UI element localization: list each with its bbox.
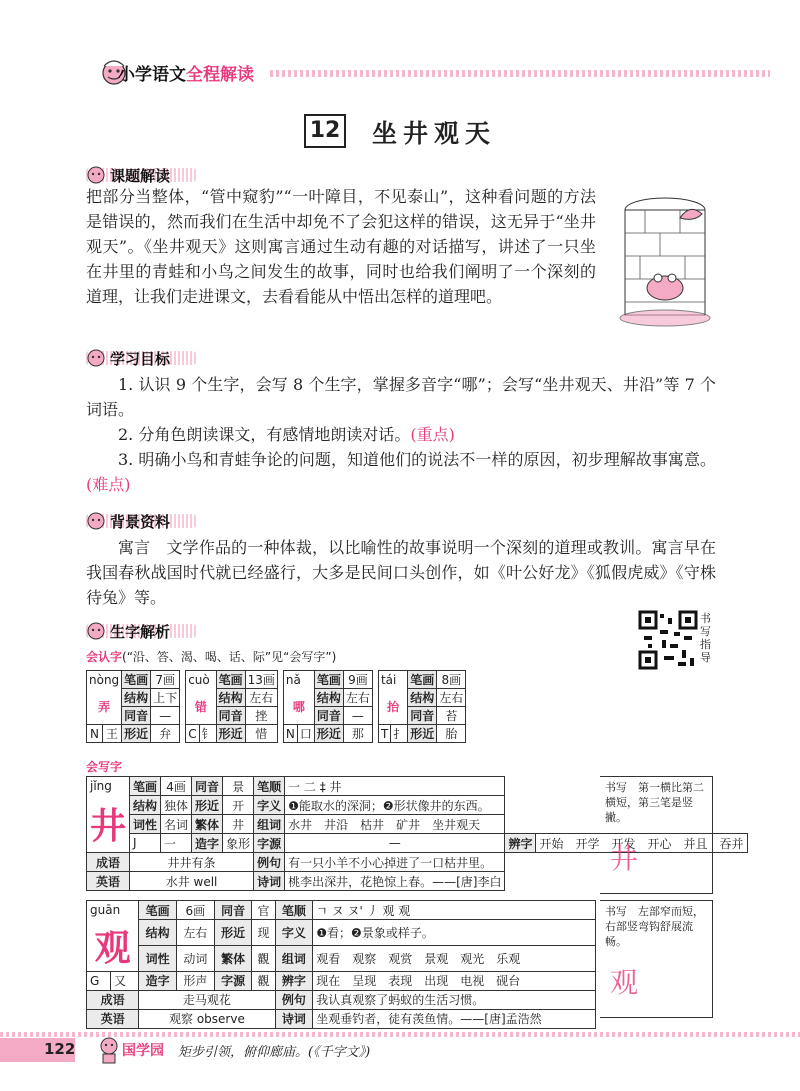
header-divider	[270, 70, 770, 77]
recognize-char-card: nǎ 笔画 9画 哪 结构 左右 同音 — N 口 形近 那	[283, 670, 373, 743]
writing-sample: 井	[610, 842, 639, 875]
section-characters-heading: 生字解析	[86, 620, 206, 642]
recognize-char-card: nòng 笔画 7画 弄 结构 上下 同音 — N 王 形近 弁	[86, 670, 180, 743]
goal-item-2: 2. 分角色朗读课文，有感情地朗读对话。(重点)	[118, 425, 455, 444]
recognize-char-card: tái 笔画 8画 抬 结构 左右 同音 苔 T 扌 形近 胎	[378, 670, 466, 743]
footer-quote: 矩步引领，俯仰廊庙。(《千字文》)	[178, 1045, 371, 1060]
section-goals-heading: 学习目标	[86, 347, 206, 369]
smiley-icon	[86, 347, 106, 367]
qr-code-icon[interactable]	[638, 610, 698, 670]
section-background-heading: 背景资料	[86, 510, 206, 532]
writing-tip-box	[600, 900, 713, 1018]
write-char-card-jing: jǐng 笔画 4画 同音 景 笔顺 一 二 ‡ 井 井 结构 独体 形近 开 字义 ❶能取水的深洞；❷形状像井的东西。 词性 名词 繁体 井 组词 水井 井沿 枯井 矿井 坐井观天 J 一 造字 象形 字源 — 辨字 开始 开学 开发 开心 并且 吞并 成语 井井有条 例句 有一只小羊不小心掉进了一口枯井里。 英语 水井 well 诗词 桃李出深井，花艳惊上春。——[唐]李白 书写 第一横比第二横短，第三笔是竖撇。 井	[86, 776, 748, 891]
writing-tip-box	[600, 776, 713, 894]
qr-label: 书写指导	[700, 612, 711, 664]
section-intro-heading: 课题解读	[86, 164, 206, 186]
background-text: 寓言 文学作品的一种体裁，以比喻性的故事说明一个深刻的道理或教训。寓言早在我国春秋战国时代就已经盛行，大多是民间口头创作，如《叶公好龙》《狐假虎威》《守株待兔》等。	[86, 538, 716, 607]
write-heading: 会写字	[86, 760, 123, 774]
goal-item-3: 3. 明确小鸟和青蛙争论的问题，知道他们的说法不一样的原因，初步理解故事寓意。(难点)	[86, 450, 716, 494]
lesson-title: 坐井观天	[372, 119, 497, 148]
write-char-card-guan: guān 笔画 6画 同音 官 笔顺 ㄱ ヌ ヌ' 丿 观 观 观 结构 左右 形近 现 字义 ❶看；❷景象或样子。 词性 动词 繁体 觀 组词 观看 观察 观赏 景观 观光 乐观 G 又 造字 形声 字源 觀 辨字 现在 呈现 表现 出现 电视 砚台 成语 走马观花 例句 我认真观察了蚂蚁的生活习惯。 英语 观察 observe 诗词 坐观垂钓者，徒有羡鱼情。——[唐]孟浩然 书写 左部窄而短，右部竖弯钩舒展流畅。 观	[86, 900, 596, 1029]
frog-in-well-illustration-icon	[610, 188, 720, 328]
smiley-icon	[86, 620, 106, 640]
series-title: 小学语文全程解读	[118, 65, 254, 85]
recognize-char-card: cuò 笔画 13画 错 结构 左右 同音 挫 C 钅 形近 惜	[185, 670, 278, 743]
writing-tip: 书写 左部窄而短，右部竖弯钩舒展流畅。	[605, 905, 704, 948]
intro-text: 把部分当整体，“管中窥豹”“一叶障目，不见泰山”，这种看问题的方法是错误的，然而我们在生活中却免不了会犯这样的错误，这无异于“坐井观天”。《坐井观天》这则寓言通过生动有趣的对话描写，讲述了一只坐在井里的青蛙和小鸟之间发生的故事，同时也给我们阐明了一个深刻的道理，让我们走进课文，去看看能从中悟出怎样的道理吧。	[86, 187, 596, 306]
writing-tip: 书写 第一横比第二横短，第三笔是竖撇。	[605, 781, 704, 824]
writing-sample: 观	[610, 966, 639, 999]
smiley-icon	[86, 164, 106, 184]
goal-item-1: 1. 认识 9 个生字，会写 8 个生字，掌握多音字“哪”；会写“坐井观天、井沿”等 7 个词语。	[86, 375, 716, 419]
page-number: 122	[44, 1040, 76, 1058]
recognize-heading: 会认字(“沿、答、渴、喝、话、际”见“会写字”)	[86, 650, 337, 664]
recognize-tables	[86, 670, 466, 743]
smiley-icon	[86, 510, 106, 530]
lesson-number: 12	[304, 114, 346, 148]
student-mascot-icon	[96, 1036, 122, 1064]
footer-label: 国学园	[122, 1043, 164, 1059]
